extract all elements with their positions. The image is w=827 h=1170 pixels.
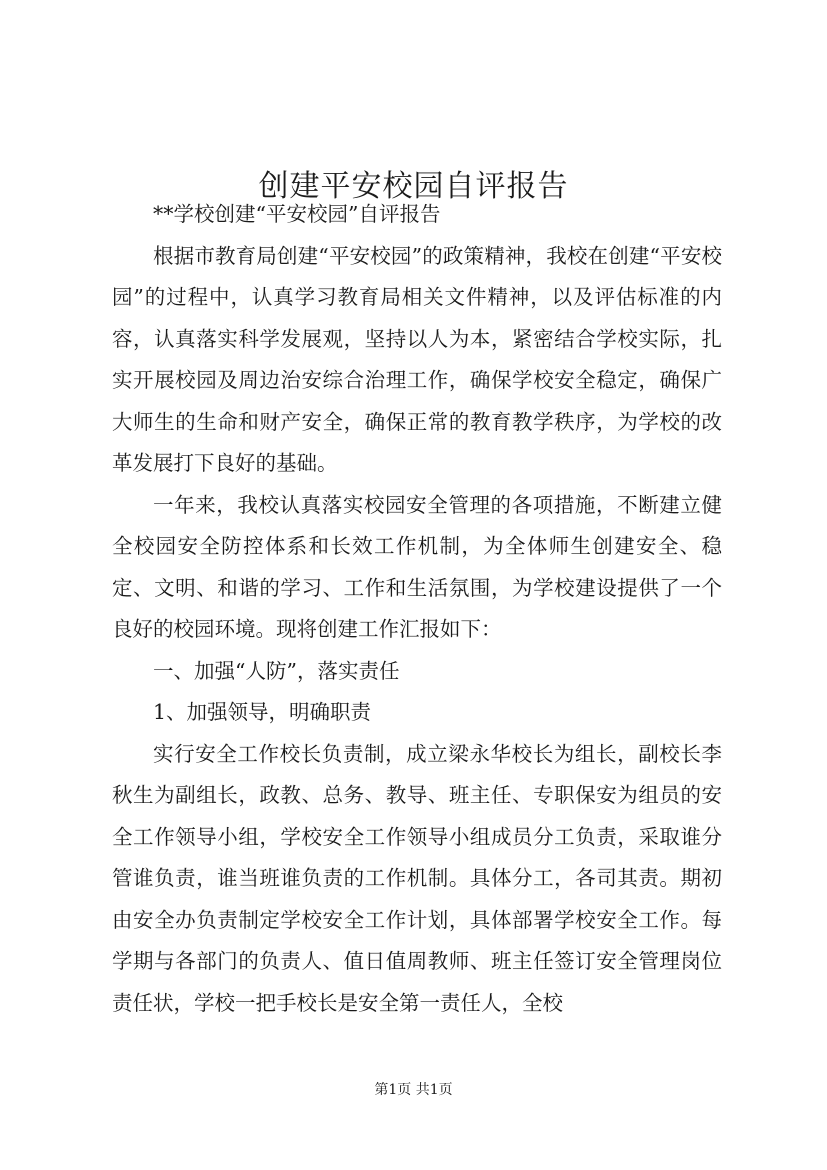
paragraph-intro: 根据市教育局创建“平安校园”的政策精神，我校在创建“平安校园”的过程中，认真学习教育局相关文件精神，以及评估标准的内容，认真落实科学发展观，坚持以人为本，紧密结合学校实际，扎实开展校园及周边治安综合治理工作，确保学校安全稳定，确保广大师生的生命和财产安全，确保正常的教育教学秩序，为学校的改革发展打下良好的基础。 — [112, 243, 722, 475]
paragraph-responsibility: 实行安全工作校长负责制，成立梁永华校长为组长，副校长李秋生为副组长，政教、总务、教导、班主任、专职保安为组员的安全工作领导小组，学校安全工作领导小组成员分工负责，采取谁分管谁负责，谁当班谁负责的工作机制。具体分工，各司其责。期初由安全办负责制定学校安全工作计划，具体部署学校安全工作。每学期与各部门的负责人、值日值周教师、班主任签订安全管理岗位责任状，学校一把手校长是安全第一责任人，全校 — [112, 741, 722, 1015]
section-heading: 一、加强“人防”，落实责任 — [153, 658, 400, 683]
paragraph-subtitle: **学校创建“平安校园”自评报告 — [153, 202, 441, 226]
document-title: 创建平安校园自评报告 — [258, 169, 569, 205]
page-footer: 第1页 共1页 — [374, 1082, 453, 1098]
subsection-heading: 1、加强领导，明确职责 — [153, 700, 372, 724]
paragraph-summary: 一年来，我校认真落实校园安全管理的各项措施，不断建立健全校园安全防控体系和长效工作机制，为全体师生创建安全、稳定、文明、和谐的学习、工作和生活氛围，为学校建设提供了一个良好的校园环境。现将创建工作汇报如下： — [112, 492, 722, 641]
document-body — [112, 194, 722, 1024]
